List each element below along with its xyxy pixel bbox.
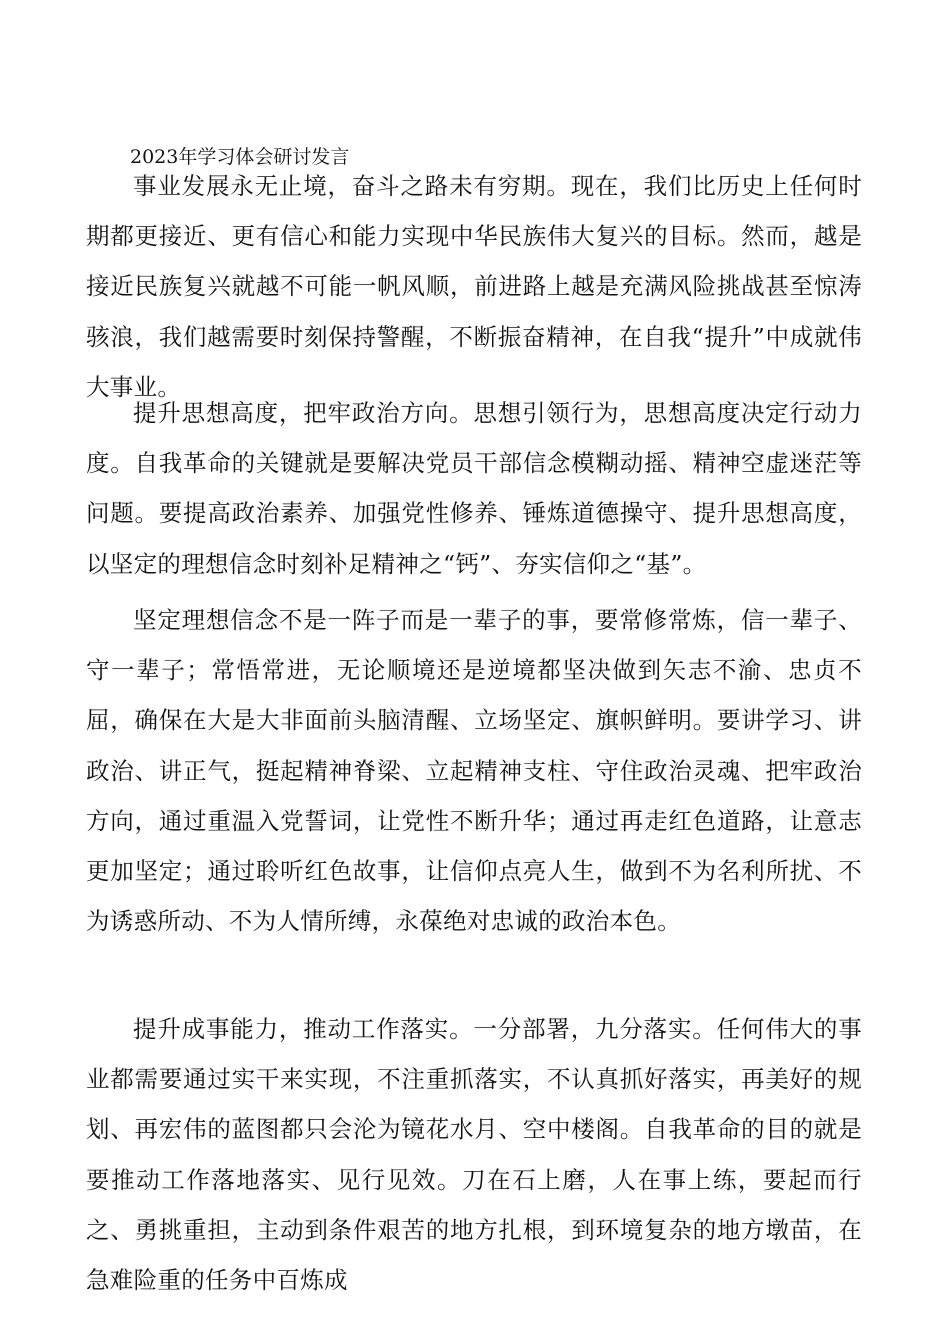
paragraph-3: 坚定理想信念不是一阵子而是一辈子的事，要常修常炼，信一辈子、守一辈子；常悟常进，无论顺境还是逆境都坚决做到矢志不渝、忠贞不屈，确保在大是大非面前头脑清醒、立场坚定、旗帜鲜明。要讲学习、讲政治、讲正气，挺起精神脊梁、立起精神支柱、守住政治灵魂、把牢政治方向，通过重温入党誓词，让党性不断升华；通过再走红色道路，让意志更加坚定；通过聆听红色故事，让信仰点亮人生，做到不为名利所扰、不为诱惑所动、不为人情所缚，永葆绝对忠诚的政治本色。	[86, 606, 862, 936]
paragraph-4: 提升成事能力，推动工作落实。一分部署，九分落实。任何伟大的事业都需要通过实干来实现，不注重抓落实，不认真抓好落实，再美好的规划、再宏伟的蓝图都只会沦为镜花水月、空中楼阁。自我革命的目的就是要推动工作落地落实、见行见效。刀在石上磨，人在事上练，要起而行之、勇挑重担，主动到条件艰苦的地方扎根，到环境复杂的地方墩苗，在急难险重的任务中百炼成	[86, 1015, 862, 1295]
paragraph-1: 事业发展永无止境，奋斗之路未有穷期。现在，我们比历史上任何时期都更接近、更有信心和能力实现中华民族伟大复兴的目标。然而，越是接近民族复兴就越不可能一帆风顺，前进路上越是充满风险挑战甚至惊涛骇浪，我们越需要时刻保持警醒，不断振奋精神，在自我“提升”中成就伟大事业。	[86, 172, 862, 401]
paragraph-2: 提升思想高度，把牢政治方向。思想引领行为，思想高度决定行动力度。自我革命的关键就是要解决党员干部信念模糊动摇、精神空虚迷茫等问题。要提高政治素养、加强党性修养、锤炼道德操守、提升思想高度，以坚定的理想信念时刻补足精神之“钙”、夯实信仰之“基”。	[86, 399, 862, 578]
document-page	[86, 0, 862, 1344]
document-title: 2023年学习体会研讨发言	[130, 146, 350, 168]
